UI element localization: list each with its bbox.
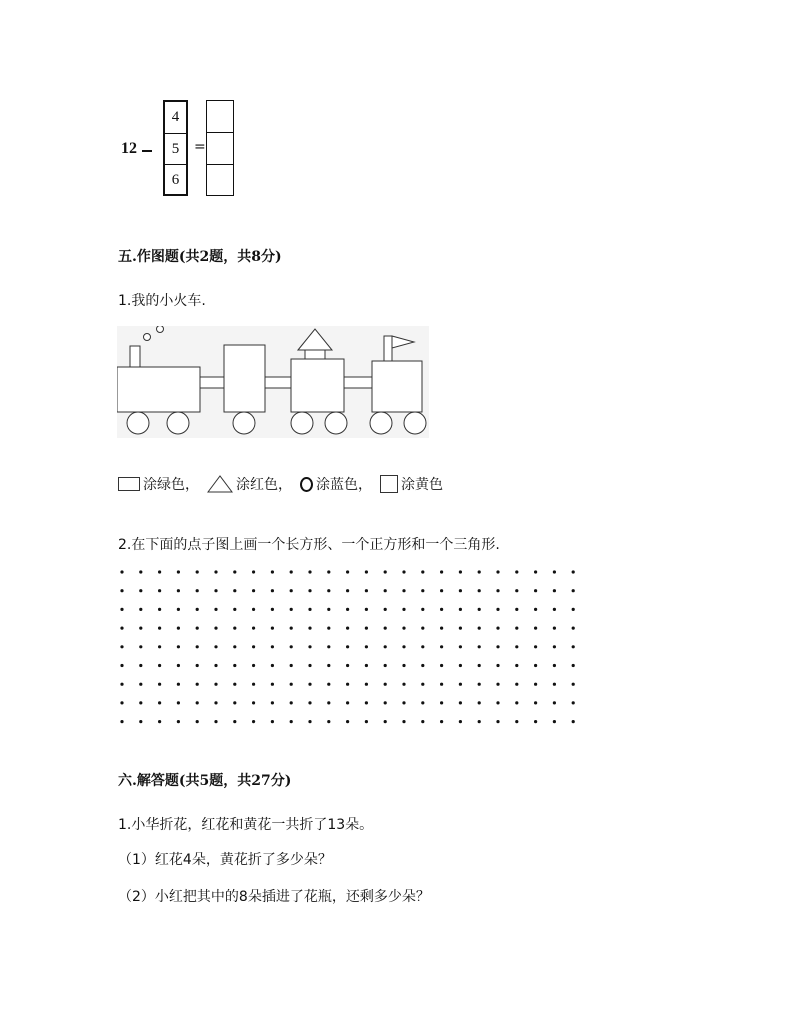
grid-dot [214, 645, 217, 648]
grid-dot [553, 589, 556, 592]
grid-dot [365, 589, 368, 592]
grid-dot [365, 608, 368, 611]
grid-dot [177, 683, 180, 686]
car-square [291, 359, 344, 412]
flag-pole [384, 336, 392, 361]
square-icon [380, 475, 398, 493]
grid-dot [384, 720, 387, 723]
grid-dot [139, 701, 142, 704]
grid-dot [290, 701, 293, 704]
grid-dot [421, 608, 424, 611]
grid-dot [553, 645, 556, 648]
grid-dot [534, 608, 537, 611]
grid-dot [496, 664, 499, 667]
grid-dot [346, 589, 349, 592]
grid-dot [346, 608, 349, 611]
grid-dot [233, 720, 236, 723]
wheel-circle [404, 412, 426, 434]
grid-dot [120, 683, 123, 686]
grid-dot [271, 608, 274, 611]
grid-dot [308, 645, 311, 648]
grid-dot [384, 664, 387, 667]
grid-dot [496, 627, 499, 630]
grid-dot [196, 645, 199, 648]
grid-dot [384, 570, 387, 573]
grid-dot [177, 645, 180, 648]
grid-dot [271, 701, 274, 704]
grid-dot [196, 664, 199, 667]
rectangle-icon [118, 477, 140, 491]
legend-text: 涂黄色 [401, 477, 443, 493]
section-title-5: 五.作图题(共2题，共8分) [118, 249, 282, 265]
grid-dot [440, 645, 443, 648]
grid-dot [214, 589, 217, 592]
grid-dot [214, 683, 217, 686]
grid-dot [515, 720, 518, 723]
grid-dot [421, 664, 424, 667]
grid-dot [233, 589, 236, 592]
grid-dot [365, 645, 368, 648]
grid-dot [139, 645, 142, 648]
grid-dot [290, 683, 293, 686]
question-6-1: 1.小华折花，红花和黄花一共折了13朵。 [118, 817, 374, 833]
grid-dot [534, 664, 537, 667]
grid-dot [158, 701, 161, 704]
grid-dot [327, 701, 330, 704]
legend-text: 涂红色， [236, 477, 292, 493]
grid-dot [572, 570, 575, 573]
grid-dot [158, 645, 161, 648]
grid-dot [384, 701, 387, 704]
grid-dot [308, 720, 311, 723]
grid-dot [233, 664, 236, 667]
grid-dot [139, 683, 142, 686]
grid-dot [421, 627, 424, 630]
grid-dot [402, 664, 405, 667]
grid-dot [120, 608, 123, 611]
grid-dot [515, 664, 518, 667]
section-title-6: 六.解答题(共5题，共27分) [118, 773, 292, 789]
grid-dot [271, 683, 274, 686]
grid-dot [553, 627, 556, 630]
grid-dot [139, 570, 142, 573]
smoke-circle [144, 334, 151, 341]
grid-dot [553, 570, 556, 573]
grid-dot [459, 589, 462, 592]
grid-dot [327, 608, 330, 611]
grid-dot [572, 683, 575, 686]
grid-dot [515, 683, 518, 686]
grid-dot [327, 664, 330, 667]
grid-dot [402, 570, 405, 573]
grid-dot [177, 589, 180, 592]
grid-dot [120, 627, 123, 630]
grid-dot [440, 701, 443, 704]
subtrahend-column [163, 100, 188, 196]
grid-dot [402, 701, 405, 704]
grid-dot [120, 701, 123, 704]
grid-dot [346, 664, 349, 667]
grid-dot [534, 683, 537, 686]
grid-dot [534, 645, 537, 648]
grid-dot [196, 701, 199, 704]
grid-dot [214, 608, 217, 611]
grid-dot [459, 608, 462, 611]
grid-dot [478, 683, 481, 686]
grid-dot [252, 608, 255, 611]
grid-dot [233, 570, 236, 573]
grid-dot [327, 720, 330, 723]
grid-dot [327, 683, 330, 686]
grid-dot [327, 589, 330, 592]
grid-dot [384, 627, 387, 630]
grid-dot [177, 608, 180, 611]
grid-dot [440, 589, 443, 592]
grid-dot [308, 589, 311, 592]
grid-dot [290, 627, 293, 630]
grid-dot [553, 720, 556, 723]
equals-sign: = [194, 139, 206, 155]
grid-dot [120, 664, 123, 667]
grid-dot [572, 608, 575, 611]
grid-dot [177, 627, 180, 630]
question-6-1-2: （2）小红把其中的8朵插进了花瓶，还剩多少朵？ [118, 889, 430, 905]
grid-dot [158, 608, 161, 611]
grid-dot [421, 570, 424, 573]
grid-dot [459, 720, 462, 723]
grid-dot [553, 701, 556, 704]
grid-dot [158, 627, 161, 630]
grid-dot [421, 683, 424, 686]
grid-dot [496, 720, 499, 723]
grid-dot [346, 570, 349, 573]
grid-dot [158, 664, 161, 667]
grid-dot [308, 608, 311, 611]
grid-dot [214, 570, 217, 573]
grid-dot [214, 627, 217, 630]
grid-dot [440, 683, 443, 686]
wheel-circle [127, 412, 149, 434]
grid-dot [196, 570, 199, 573]
grid-dot [252, 627, 255, 630]
wheel-circle [233, 412, 255, 434]
grid-dot [515, 701, 518, 704]
wheel-circle [370, 412, 392, 434]
grid-dot [252, 683, 255, 686]
grid-dot [421, 589, 424, 592]
grid-dot [553, 664, 556, 667]
grid-dot [290, 608, 293, 611]
grid-dot [553, 608, 556, 611]
grid-dot [459, 683, 462, 686]
grid-dot [515, 608, 518, 611]
grid-dot [496, 683, 499, 686]
grid-dot [365, 570, 368, 573]
wheel-circle [291, 412, 313, 434]
connector-rectangle [200, 377, 224, 388]
grid-dot [120, 720, 123, 723]
grid-dot [290, 589, 293, 592]
grid-dot [308, 570, 311, 573]
grid-dot [478, 664, 481, 667]
grid-dot [139, 608, 142, 611]
grid-dot [496, 645, 499, 648]
grid-dot [496, 608, 499, 611]
answer-box[interactable] [207, 101, 233, 133]
grid-dot [196, 608, 199, 611]
grid-dot [459, 645, 462, 648]
grid-dot [252, 664, 255, 667]
question-6-1-1: （1）红花4朵，黄花折了多少朵？ [118, 852, 332, 868]
answer-box[interactable] [207, 165, 233, 196]
grid-dot [384, 683, 387, 686]
grid-dot [402, 627, 405, 630]
grid-dot [177, 701, 180, 704]
grid-dot [572, 701, 575, 704]
grid-dot [139, 720, 142, 723]
car-square [372, 361, 422, 412]
grid-dot [572, 664, 575, 667]
grid-dot [233, 645, 236, 648]
grid-dot [271, 589, 274, 592]
grid-dot [440, 627, 443, 630]
grid-dot [233, 608, 236, 611]
grid-dot [365, 627, 368, 630]
grid-dot [196, 720, 199, 723]
grid-dot [496, 589, 499, 592]
grid-dot [478, 701, 481, 704]
grid-dot [139, 664, 142, 667]
grid-dot [214, 720, 217, 723]
grid-dot [271, 720, 274, 723]
grid-dot [327, 627, 330, 630]
grid-dot [139, 627, 142, 630]
grid-dot [252, 720, 255, 723]
grid-dot [534, 701, 537, 704]
grid-dot [120, 570, 123, 573]
grid-dot [365, 664, 368, 667]
grid-dot [177, 720, 180, 723]
grid-dot [290, 664, 293, 667]
grid-dot [177, 570, 180, 573]
grid-dot [478, 645, 481, 648]
grid-dot [421, 720, 424, 723]
chimney-rectangle [130, 346, 140, 367]
grid-dot [515, 589, 518, 592]
grid-dot [515, 627, 518, 630]
grid-dot [440, 664, 443, 667]
grid-dot [252, 645, 255, 648]
grid-dot [158, 570, 161, 573]
grid-dot [572, 720, 575, 723]
grid-dot [346, 701, 349, 704]
grid-dot [196, 627, 199, 630]
legend-text: 涂蓝色， [316, 477, 372, 493]
grid-dot [271, 645, 274, 648]
grid-dot [158, 589, 161, 592]
grid-dot [402, 589, 405, 592]
grid-dot [252, 701, 255, 704]
grid-dot [308, 627, 311, 630]
grid-dot [515, 645, 518, 648]
grid-dot [365, 701, 368, 704]
engine-rectangle [117, 367, 200, 412]
grid-dot [572, 627, 575, 630]
grid-dot [402, 608, 405, 611]
wheel-circle [167, 412, 189, 434]
smoke-circle [157, 326, 164, 333]
grid-dot [459, 627, 462, 630]
color-legend [118, 472, 451, 496]
subtrahend-cell: 4 [165, 102, 186, 134]
grid-dot [158, 683, 161, 686]
car-rectangle [224, 345, 265, 412]
grid-dot [252, 570, 255, 573]
grid-dot [534, 589, 537, 592]
grid-dot [308, 683, 311, 686]
connector-rectangle [265, 377, 291, 388]
grid-dot [421, 701, 424, 704]
grid-dot [120, 645, 123, 648]
grid-dot [158, 720, 161, 723]
subtrahend-cell: 6 [171, 172, 180, 189]
grid-dot [478, 570, 481, 573]
grid-dot [402, 645, 405, 648]
grid-dot [290, 720, 293, 723]
grid-dot [496, 570, 499, 573]
grid-dot [308, 664, 311, 667]
triangle-icon [207, 475, 233, 493]
grid-dot [384, 608, 387, 611]
grid-dot [271, 664, 274, 667]
grid-dot [346, 645, 349, 648]
train-picture [117, 326, 429, 438]
grid-dot [177, 664, 180, 667]
grid-dot [196, 589, 199, 592]
grid-dot [553, 683, 556, 686]
grid-dot [365, 720, 368, 723]
wheel-circle [325, 412, 347, 434]
grid-dot [290, 645, 293, 648]
grid-dot [308, 701, 311, 704]
question-5-2: 2.在下面的点子图上画一个长方形、一个正方形和一个三角形. [118, 537, 500, 553]
dot-grid[interactable] [116, 566, 580, 730]
grid-dot [233, 683, 236, 686]
grid-dot [459, 570, 462, 573]
grid-dot [402, 683, 405, 686]
grid-dot [271, 570, 274, 573]
grid-dot [214, 701, 217, 704]
grid-dot [120, 589, 123, 592]
grid-dot [365, 683, 368, 686]
grid-dot [402, 720, 405, 723]
grid-dot [440, 720, 443, 723]
grid-dot [534, 720, 537, 723]
grid-dot [515, 570, 518, 573]
grid-dot [421, 645, 424, 648]
subtraction-figure [118, 96, 242, 204]
minuend: 12 [121, 140, 137, 157]
grid-dot [196, 683, 199, 686]
grid-dot [384, 589, 387, 592]
grid-dot [346, 683, 349, 686]
grid-dot [346, 627, 349, 630]
grid-dot [478, 589, 481, 592]
grid-dot [214, 664, 217, 667]
grid-dot [271, 627, 274, 630]
grid-dot [572, 645, 575, 648]
subtrahend-cell: 5 [165, 134, 186, 166]
grid-dot [478, 627, 481, 630]
grid-dot [496, 701, 499, 704]
grid-dot [478, 720, 481, 723]
grid-dot [478, 608, 481, 611]
grid-dot [346, 720, 349, 723]
circle-icon [300, 477, 313, 492]
grid-dot [440, 570, 443, 573]
grid-dot [534, 570, 537, 573]
grid-dot [440, 608, 443, 611]
connector-rectangle [344, 377, 372, 388]
answer-box[interactable] [207, 133, 233, 165]
question-5-1: 1.我的小火车. [118, 293, 206, 309]
grid-dot [459, 701, 462, 704]
grid-dot [252, 589, 255, 592]
grid-dot [233, 627, 236, 630]
grid-dot [384, 645, 387, 648]
grid-dot [327, 570, 330, 573]
grid-dot [459, 664, 462, 667]
grid-dot [139, 589, 142, 592]
grid-dot [290, 570, 293, 573]
answer-column [206, 100, 234, 196]
grid-dot [572, 589, 575, 592]
minus-sign [142, 150, 152, 152]
legend-text: 涂绿色， [143, 477, 199, 493]
grid-dot [233, 701, 236, 704]
grid-dot [327, 645, 330, 648]
grid-dot [534, 627, 537, 630]
